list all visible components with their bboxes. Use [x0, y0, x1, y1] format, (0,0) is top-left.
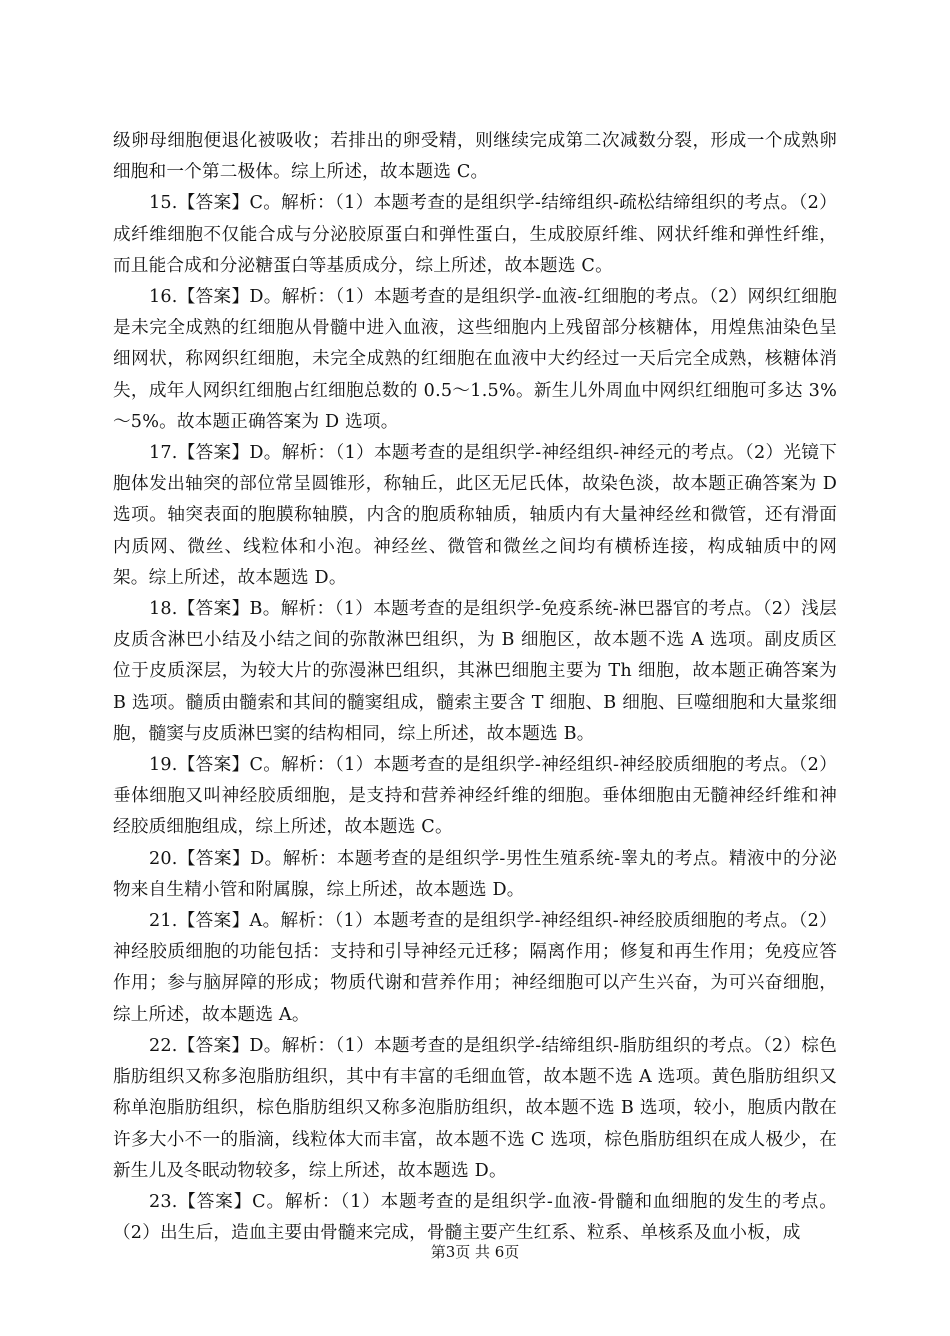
answer-19: 19.【答案】C。解析：（1）本题考查的是组织学-神经组织-神经胶质细胞的考点。（2）垂体细胞又叫神经胶质细胞，是支持和营养神经纤维的细胞。垂体细胞由无髓神经纤维和神经胶质细胞组成，综上所述，故本题选 C。	[113, 755, 837, 838]
answer-23: 23.【答案】C。解析：（1）本题考查的是组织学-血液-骨髓和血细胞的发生的考点。（2）出生后，造血主要由骨髓来完成，骨髓主要产生红系、粒系、单核系及血小板，成	[113, 1191, 837, 1244]
answer-20: 20.【答案】D。解析：本题考查的是组织学-男性生殖系统-睾丸的考点。精液中的分泌物来自生精小管和附属腺，综上所述，故本题选 D。	[113, 848, 837, 900]
paragraph-continuation: 级卵母细胞便退化被吸收；若排出的卵受精，则继续完成第二次减数分裂，形成一个成熟卵细胞和一个第二极体。综上所述，故本题选 C。	[113, 131, 837, 183]
answer-16: 16.【答案】D。解析：（1）本题考查的是组织学-血液-红细胞的考点。（2）网织红细胞是未完全成熟的红细胞从骨髓中进入血液，这些细胞内上残留部分核糖体，用煌焦油染色呈细网状，称网织红细胞，未完全成熟的红细胞在血液中大约经过一天后完全成熟，核糖体消失，成年人网织红细胞占红细胞总数的 0.5～1.5%。新生儿外周血中网织红细胞可多达 3%～5%。故本题正确答案为 D 选项。	[113, 287, 837, 432]
answer-15: 15.【答案】C。解析：（1）本题考查的是组织学-结缔组织-疏松结缔组织的考点。（2）成纤维细胞不仅能合成与分泌胶原蛋白和弹性蛋白，生成胶原纤维、网状纤维和弹性纤维，而且能合成和分泌糖蛋白等基质成分，综上所述，故本题选 C。	[113, 193, 837, 276]
answer-22: 22.【答案】D。解析：（1）本题考查的是组织学-结缔组织-脂肪组织的考点。（2）棕色脂肪组织又称多泡脂肪组织，其中有丰富的毛细血管，故本题不选 A 选项。黄色脂肪组织又称单泡脂肪组织，棕色脂肪组织又称多泡脂肪组织，故本题不选 B 选项，较小，胞质内散在许多大小不一的脂滴，线粒体大而丰富，故本题不选 C 选项，棕色脂肪组织在成人极少，在新生儿及冬眠动物较多，综上所述，故本题选 D。	[113, 1035, 837, 1181]
page-number-footer: 第3页 共 6页	[430, 1243, 520, 1261]
answer-explanations	[113, 126, 837, 1249]
answer-17: 17.【答案】D。解析：（1）本题考查的是组织学-神经组织-神经元的考点。（2）光镜下胞体发出轴突的部位常呈圆锥形，称轴丘，此区无尼氏体，故染色淡，故本题正确答案为 D 选项。轴突表面的胞膜称轴膜，内含的胞质称轴质，轴质内有大量神经丝和微管，还有滑面内质网、微丝、线粒体和小泡。神经丝、微管和微丝之间均有横桥连接，构成轴质中的网架。综上所述，故本题选 D。	[113, 443, 837, 588]
answer-18: 18.【答案】B。解析：（1）本题考查的是组织学-免疫系统-淋巴器官的考点。（2）浅层皮质含淋巴小结及小结之间的弥散淋巴组织，为 B 细胞区，故本题不选 A 选项。副皮质区位于皮质深层，为较大片的弥漫淋巴组织，其淋巴细胞主要为 Th 细胞，故本题正确答案为 B 选项。髓质由髓索和其间的髓窦组成，髓索主要含 T 细胞、B 细胞、巨噬细胞和大量浆细胞，髓窦与皮质淋巴窦的结构相同，综上所述，故本题选 B。	[113, 599, 837, 744]
answer-21: 21.【答案】A。解析：（1）本题考查的是组织学-神经组织-神经胶质细胞的考点。（2）神经胶质细胞的功能包括：支持和引导神经元迁移；隔离作用；修复和再生作用；免疫应答作用；参与脑屏障的形成；物质代谢和营养作用；神经细胞可以产生兴奋，为可兴奋细胞，综上所述，故本题选 A。	[113, 911, 837, 1025]
